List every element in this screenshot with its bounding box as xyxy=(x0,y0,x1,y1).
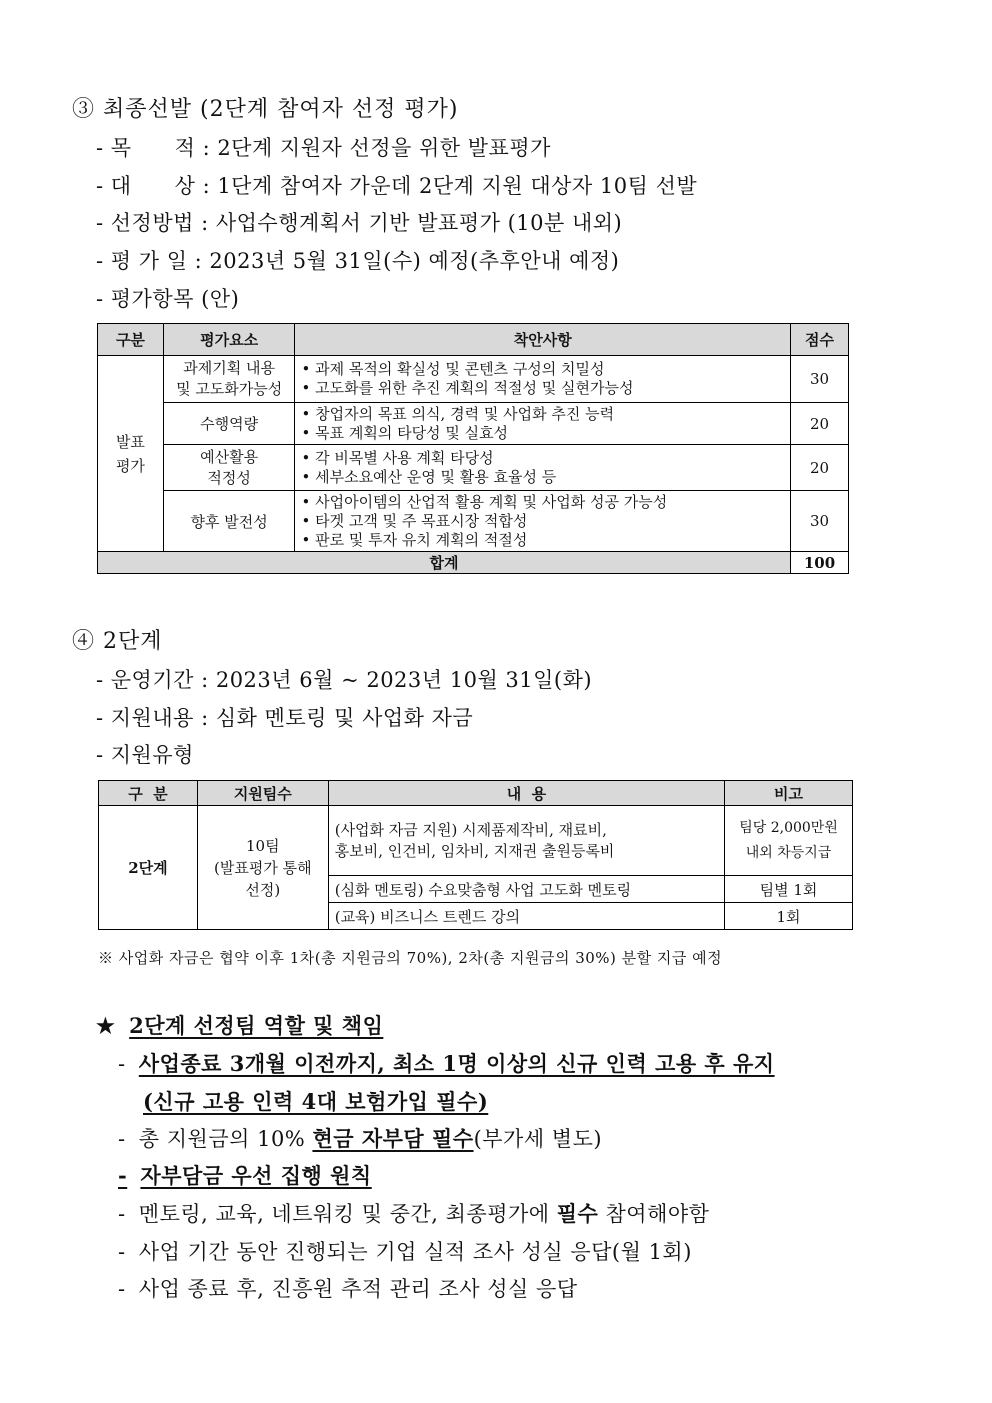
support-content: (사업화 자금 지원) 시제품제작비, 재료비, 홍보비, 인건비, 임차비, 지재권 출원등록비 xyxy=(328,806,724,876)
dash: - xyxy=(118,1163,128,1188)
support-note: 팀별 1회 xyxy=(725,876,853,903)
support-content: (심화 멘토링) 수요맞춤형 사업 고도화 멘토링 xyxy=(328,876,724,903)
eval-points xyxy=(295,356,791,403)
eval-header-category: 구분 xyxy=(98,324,164,356)
eval-point: • 목표 계획의 타당성 및 실효성 xyxy=(301,424,784,443)
support-header-note: 비고 xyxy=(725,781,853,806)
support-teams: 10팀 (발표평가 통해 선정) xyxy=(197,806,328,930)
eval-group: 발표 평가 xyxy=(98,356,164,552)
role-line-4 xyxy=(118,1160,372,1190)
section4-title: ④ 2단계 xyxy=(72,629,163,654)
section4-content: - 지원내용 : 심화 멘토링 및 사업화 자금 xyxy=(96,706,474,730)
eval-point: • 창업자의 목표 의식, 경력 및 사업화 추진 능력 xyxy=(301,405,784,424)
section3-date: - 평 가 일 : 2023년 5월 31일(수) 예정(추후안내 예정) xyxy=(96,249,620,273)
role-line-1 xyxy=(118,1048,775,1078)
support-header-teams: 지원팀수 xyxy=(197,781,328,806)
role-participate-bold: 필수 xyxy=(556,1201,599,1226)
eval-total-score: 100 xyxy=(791,552,849,574)
support-note: 1회 xyxy=(725,903,853,930)
eval-point: • 타겟 고객 및 주 목표시장 적합성 xyxy=(301,512,784,531)
section3-items: - 평가항목 (안) xyxy=(96,287,240,311)
support-header-category: 구 분 xyxy=(99,781,198,806)
section3-purpose: - 목 적 : 2단계 지원자 선정을 위한 발표평가 xyxy=(96,136,551,160)
role-line-3 xyxy=(118,1123,602,1153)
dash: - xyxy=(118,1240,126,1264)
star-icon: ★ xyxy=(96,1013,116,1038)
role-line-6 xyxy=(118,1236,692,1266)
eval-points xyxy=(295,403,791,445)
payment-footnote: ※ 사업화 자금은 협약 이후 1차(총 지원금의 70%), 2차(총 지원금의 30%) 분할 지급 예정 xyxy=(98,949,723,967)
eval-points xyxy=(295,491,791,552)
eval-total-label: 합계 xyxy=(98,552,791,574)
eval-point: • 각 비목별 사용 계획 타당성 xyxy=(301,449,784,468)
eval-element: 수행역량 xyxy=(163,403,295,445)
role-selfpay-post: (부가세 별도) xyxy=(473,1127,603,1151)
eval-element: 향후 발전성 xyxy=(163,491,295,552)
role-participate-pre: 멘토링, 교육, 네트워킹 및 중간, 최종평가에 xyxy=(138,1202,557,1226)
eval-element: 예산활용 적정성 xyxy=(163,445,295,491)
eval-score: 30 xyxy=(791,491,849,552)
section4-period: - 운영기간 : 2023년 6월 ~ 2023년 10월 31일(화) xyxy=(96,668,593,692)
role-hiring: 사업종료 3개월 이전까지, 최소 1명 이상의 신규 인력 고용 후 유지 xyxy=(138,1051,775,1076)
section3-method: - 선정방법 : 사업수행계획서 기반 발표평가 (10분 내외) xyxy=(96,211,623,235)
eval-score: 20 xyxy=(791,403,849,445)
support-stage: 2단계 xyxy=(99,806,198,930)
dash: - xyxy=(118,1277,126,1301)
role-selfpay-pre: 총 지원금의 10% xyxy=(138,1127,313,1151)
dash: - xyxy=(118,1127,126,1151)
dash: - xyxy=(118,1052,126,1076)
section4-types: - 지원유형 xyxy=(96,743,194,767)
support-content: (교육) 비즈니스 트렌드 강의 xyxy=(328,903,724,930)
support-table xyxy=(98,780,853,930)
role-priority: 자부담금 우선 집행 원칙 xyxy=(140,1163,372,1188)
eval-point: • 과제 목적의 확실성 및 콘텐츠 구성의 치밀성 xyxy=(301,360,784,379)
role-survey: 사업 기간 동안 진행되는 기업 실적 조사 성실 응답(월 1회) xyxy=(138,1240,692,1264)
role-selfpay-bold: 현금 자부담 필수 xyxy=(312,1126,474,1151)
role-insurance: (신규 고용 인력 4대 보험가입 필수) xyxy=(143,1089,489,1114)
eval-header-element: 평가요소 xyxy=(163,324,295,356)
section3-title: ③ 최종선발 (2단계 참여자 선정 평가) xyxy=(72,97,459,122)
dash: - xyxy=(118,1202,126,1226)
eval-header-points: 착안사항 xyxy=(295,324,791,356)
section3-target: - 대 상 : 1단계 참여자 가운데 2단계 지원 대상자 10팀 선발 xyxy=(96,174,698,198)
eval-header-score: 점수 xyxy=(791,324,849,356)
eval-point: • 세부소요예산 운영 및 활용 효율성 등 xyxy=(301,468,784,487)
eval-points xyxy=(295,445,791,491)
roles-title: 2단계 선정팀 역할 및 책임 xyxy=(129,1013,384,1038)
role-line-2 xyxy=(143,1086,488,1116)
eval-score: 20 xyxy=(791,445,849,491)
role-line-7 xyxy=(118,1273,578,1303)
role-participate-post: 참여해야함 xyxy=(598,1202,710,1226)
eval-point: • 고도화를 위한 추진 계획의 적절성 및 실현가능성 xyxy=(301,379,784,398)
role-line-5 xyxy=(118,1198,709,1228)
eval-element: 과제기획 내용 및 고도화가능성 xyxy=(163,356,295,403)
eval-score: 30 xyxy=(791,356,849,403)
eval-point: • 사업아이템의 산업적 활용 계획 및 사업화 성공 가능성 xyxy=(301,493,784,512)
support-note: 팀당 2,000만원 내외 차등지급 xyxy=(725,806,853,876)
roles-heading xyxy=(96,1010,383,1040)
eval-point: • 판로 및 투자 유치 계획의 적절성 xyxy=(301,531,784,550)
support-header-content: 내 용 xyxy=(328,781,724,806)
evaluation-table xyxy=(97,323,849,574)
role-tracking: 사업 종료 후, 진흥원 추적 관리 조사 성실 응답 xyxy=(138,1277,578,1301)
